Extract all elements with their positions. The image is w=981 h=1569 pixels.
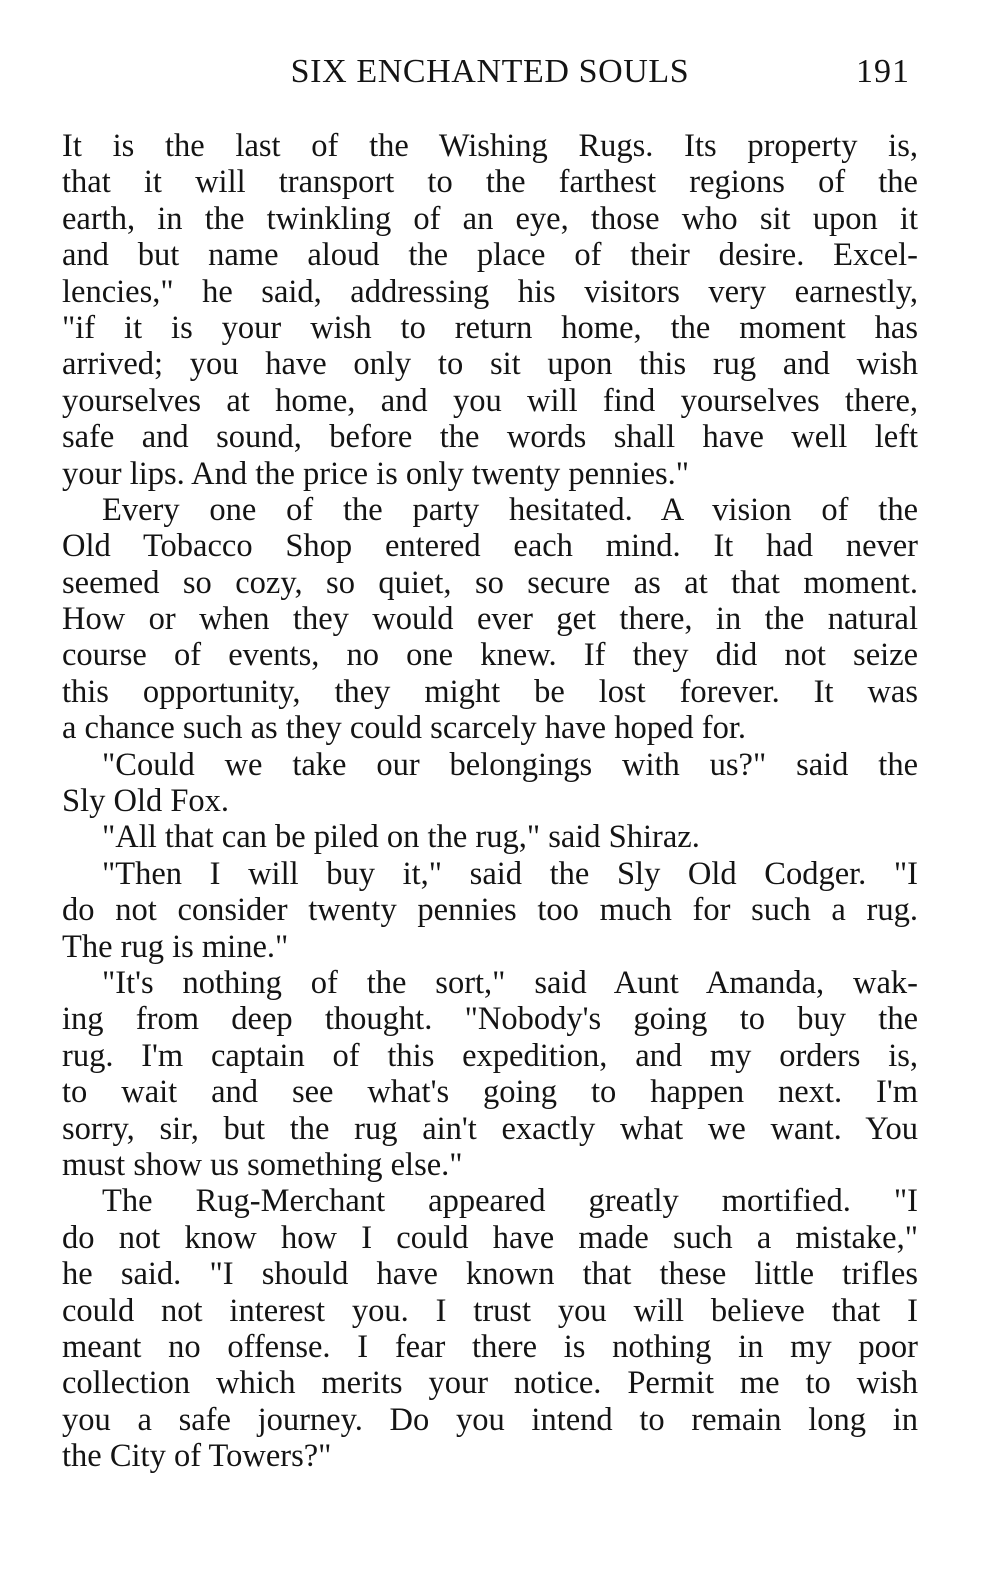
text-line: that it will transport to the farthest regions of the	[62, 164, 918, 201]
text-line: ing from deep thought. "Nobody's going to buy the	[62, 1001, 918, 1038]
text-line: do not know how I could have made such a mistake,"	[62, 1219, 918, 1256]
text-line: your lips. And the price is only twenty pennies."	[62, 455, 690, 492]
paragraph-first-line: Every one of the party hesitated. A vision of the	[102, 491, 918, 528]
body-text	[62, 128, 918, 1474]
text-line: this opportunity, they might be lost forever. It was	[62, 673, 918, 710]
page-number: 191	[856, 53, 910, 90]
text-line: he said. "I should have known that these little trifles	[62, 1256, 918, 1293]
text-line: you a safe journey. Do you intend to remain long in	[62, 1401, 918, 1438]
text-line: collection which merits your notice. Permit me to wish	[62, 1365, 918, 1402]
paragraph-first-line: The Rug-Merchant appeared greatly mortified. "I	[102, 1183, 918, 1220]
text-line: "if it is your wish to return home, the moment has	[62, 309, 918, 346]
text-line: The rug is mine."	[62, 928, 289, 965]
text-line: and but name aloud the place of their desire. Excel-	[62, 237, 918, 274]
text-line: Sly Old Fox.	[62, 783, 230, 820]
paragraph-first-line: "It's nothing of the sort," said Aunt Amanda, wak-	[102, 964, 918, 1001]
text-line: Old Tobacco Shop entered each mind. It had never	[62, 528, 918, 565]
text-line: a chance such as they could scarcely have hoped for.	[62, 710, 747, 747]
text-line: lencies," he said, addressing his visitors very earnestly,	[62, 273, 918, 310]
text-line: It is the last of the Wishing Rugs. Its property is,	[62, 128, 918, 164]
paragraph-first-line: "Could we take our belongings with us?" said the	[102, 746, 918, 783]
text-line: must show us something else."	[62, 1146, 463, 1183]
text-line: seemed so cozy, so quiet, so secure as at that moment.	[62, 564, 918, 601]
text-line: rug. I'm captain of this expedition, and my orders is,	[62, 1037, 918, 1074]
text-line: do not consider twenty pennies too much for such a rug.	[62, 892, 918, 929]
text-line: meant no offense. I fear there is nothing in my poor	[62, 1328, 918, 1365]
text-line: to wait and see what's going to happen next. I'm	[62, 1074, 918, 1111]
paragraph-first-line: "All that can be piled on the rug," said Shiraz.	[102, 819, 700, 856]
text-line: arrived; you have only to sit upon this rug and wish	[62, 346, 918, 383]
text-line: sorry, sir, but the rug ain't exactly what we want. You	[62, 1110, 918, 1147]
text-line: How or when they would ever get there, in the natural	[62, 601, 918, 638]
running-title: SIX ENCHANTED SOULS	[290, 53, 690, 90]
text-line: yourselves at home, and you will find yourselves there,	[62, 382, 918, 419]
text-line: course of events, no one knew. If they did not seize	[62, 637, 918, 674]
running-head	[62, 50, 918, 94]
text-line: the City of Towers?"	[62, 1438, 332, 1475]
text-line: could not interest you. I trust you will believe that I	[62, 1292, 918, 1329]
text-line: safe and sound, before the words shall have well left	[62, 419, 918, 456]
paragraph-first-line: "Then I will buy it," said the Sly Old Codger. "I	[102, 855, 918, 892]
text-line: earth, in the twinkling of an eye, those who sit upon it	[62, 200, 918, 237]
